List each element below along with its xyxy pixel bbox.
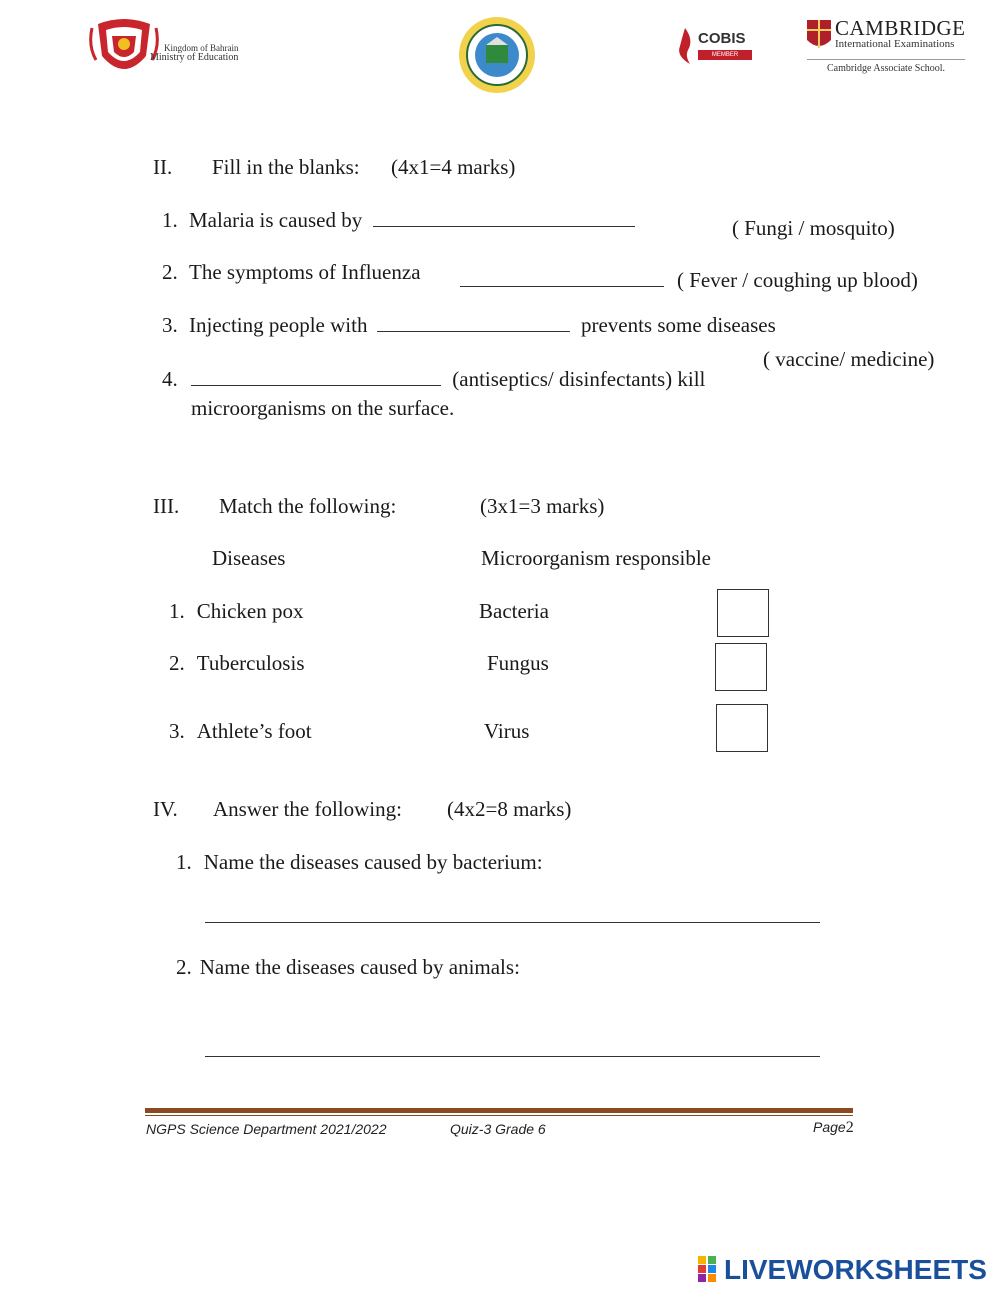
section4-numeral: IV. [153, 797, 178, 821]
blank-1[interactable] [373, 208, 635, 227]
question-1: 1. Name the diseases caused by bacterium: [176, 850, 543, 874]
fill-item-1 [162, 208, 635, 233]
section4-title: Answer the following: [213, 797, 402, 821]
section3-numeral: III. [153, 494, 180, 518]
footer-rule [145, 1108, 853, 1113]
question-2: 2. Name the diseases caused by animals: [176, 955, 520, 979]
item-number: 2. [162, 260, 178, 284]
match-row-1-micro: Bacteria [479, 599, 549, 623]
footer-page: Page2 [813, 1119, 854, 1136]
bahrain-ministry-text: Kingdom of Bahrain Ministry of Education [150, 43, 239, 63]
match-box-2[interactable] [715, 643, 767, 691]
match-row-3-micro: Virus [484, 719, 530, 743]
item-text: The symptoms of Influenza [189, 260, 421, 284]
liveworksheets-icon [698, 1256, 716, 1282]
blank-4[interactable] [191, 367, 441, 386]
cambridge-logo: CAMBRIDGE International Examinations Cambridge Associate School. [807, 18, 967, 80]
answer-line-2[interactable] [205, 1056, 820, 1057]
fill-item-3-options: ( vaccine/ medicine) [763, 347, 935, 371]
fill-item-4-line2: microorganisms on the surface. [191, 396, 455, 420]
match-row-2-micro: Fungus [487, 651, 549, 675]
item-text: Injecting people with [189, 313, 368, 337]
cobis-logo: COBIS MEMBER [676, 28, 756, 66]
item-number: 1. [162, 208, 178, 232]
fill-item-2 [162, 260, 421, 285]
blank-2[interactable] [460, 268, 664, 287]
fill-item-2-options: ( Fever / coughing up blood) [677, 268, 918, 292]
section2-title: Fill in the blanks: [212, 155, 360, 179]
match-row-1-disease: 1. Chicken pox [169, 599, 304, 623]
item-text-after: (antiseptics/ disinfectants) kill [452, 367, 706, 391]
blank-3[interactable] [377, 313, 570, 332]
match-row-2-disease: 2. Tuberculosis [169, 651, 305, 675]
section3-title: Match the following: [219, 494, 397, 518]
footer-quiz: Quiz-3 Grade 6 [450, 1121, 546, 1137]
fill-item-3 [162, 313, 776, 338]
section2-marks: (4x1=4 marks) [391, 155, 516, 179]
item-number: 3. [162, 313, 178, 337]
section2-numeral: II. [153, 155, 173, 179]
col-header-micro: Microorganism responsible [481, 546, 711, 570]
school-seal [456, 15, 538, 95]
footer-rule-thin [145, 1115, 853, 1116]
match-row-3-disease: 3. Athlete’s foot [169, 719, 312, 743]
match-box-3[interactable] [716, 704, 768, 752]
match-box-1[interactable] [717, 589, 769, 637]
section3-marks: (3x1=3 marks) [480, 494, 605, 518]
liveworksheets-logo: LIVEWORKSHEETS [698, 1256, 987, 1284]
fill-item-4 [162, 367, 705, 392]
item-number: 4. [162, 367, 178, 391]
section4-marks: (4x2=8 marks) [447, 797, 572, 821]
answer-line-1[interactable] [205, 922, 820, 923]
item-text: Malaria is caused by [189, 208, 363, 232]
item-text-after: prevents some diseases [580, 313, 776, 337]
footer-dept: NGPS Science Department 2021/2022 [146, 1121, 387, 1137]
fill-item-1-options: ( Fungi / mosquito) [732, 216, 895, 240]
col-header-diseases: Diseases [212, 546, 286, 570]
